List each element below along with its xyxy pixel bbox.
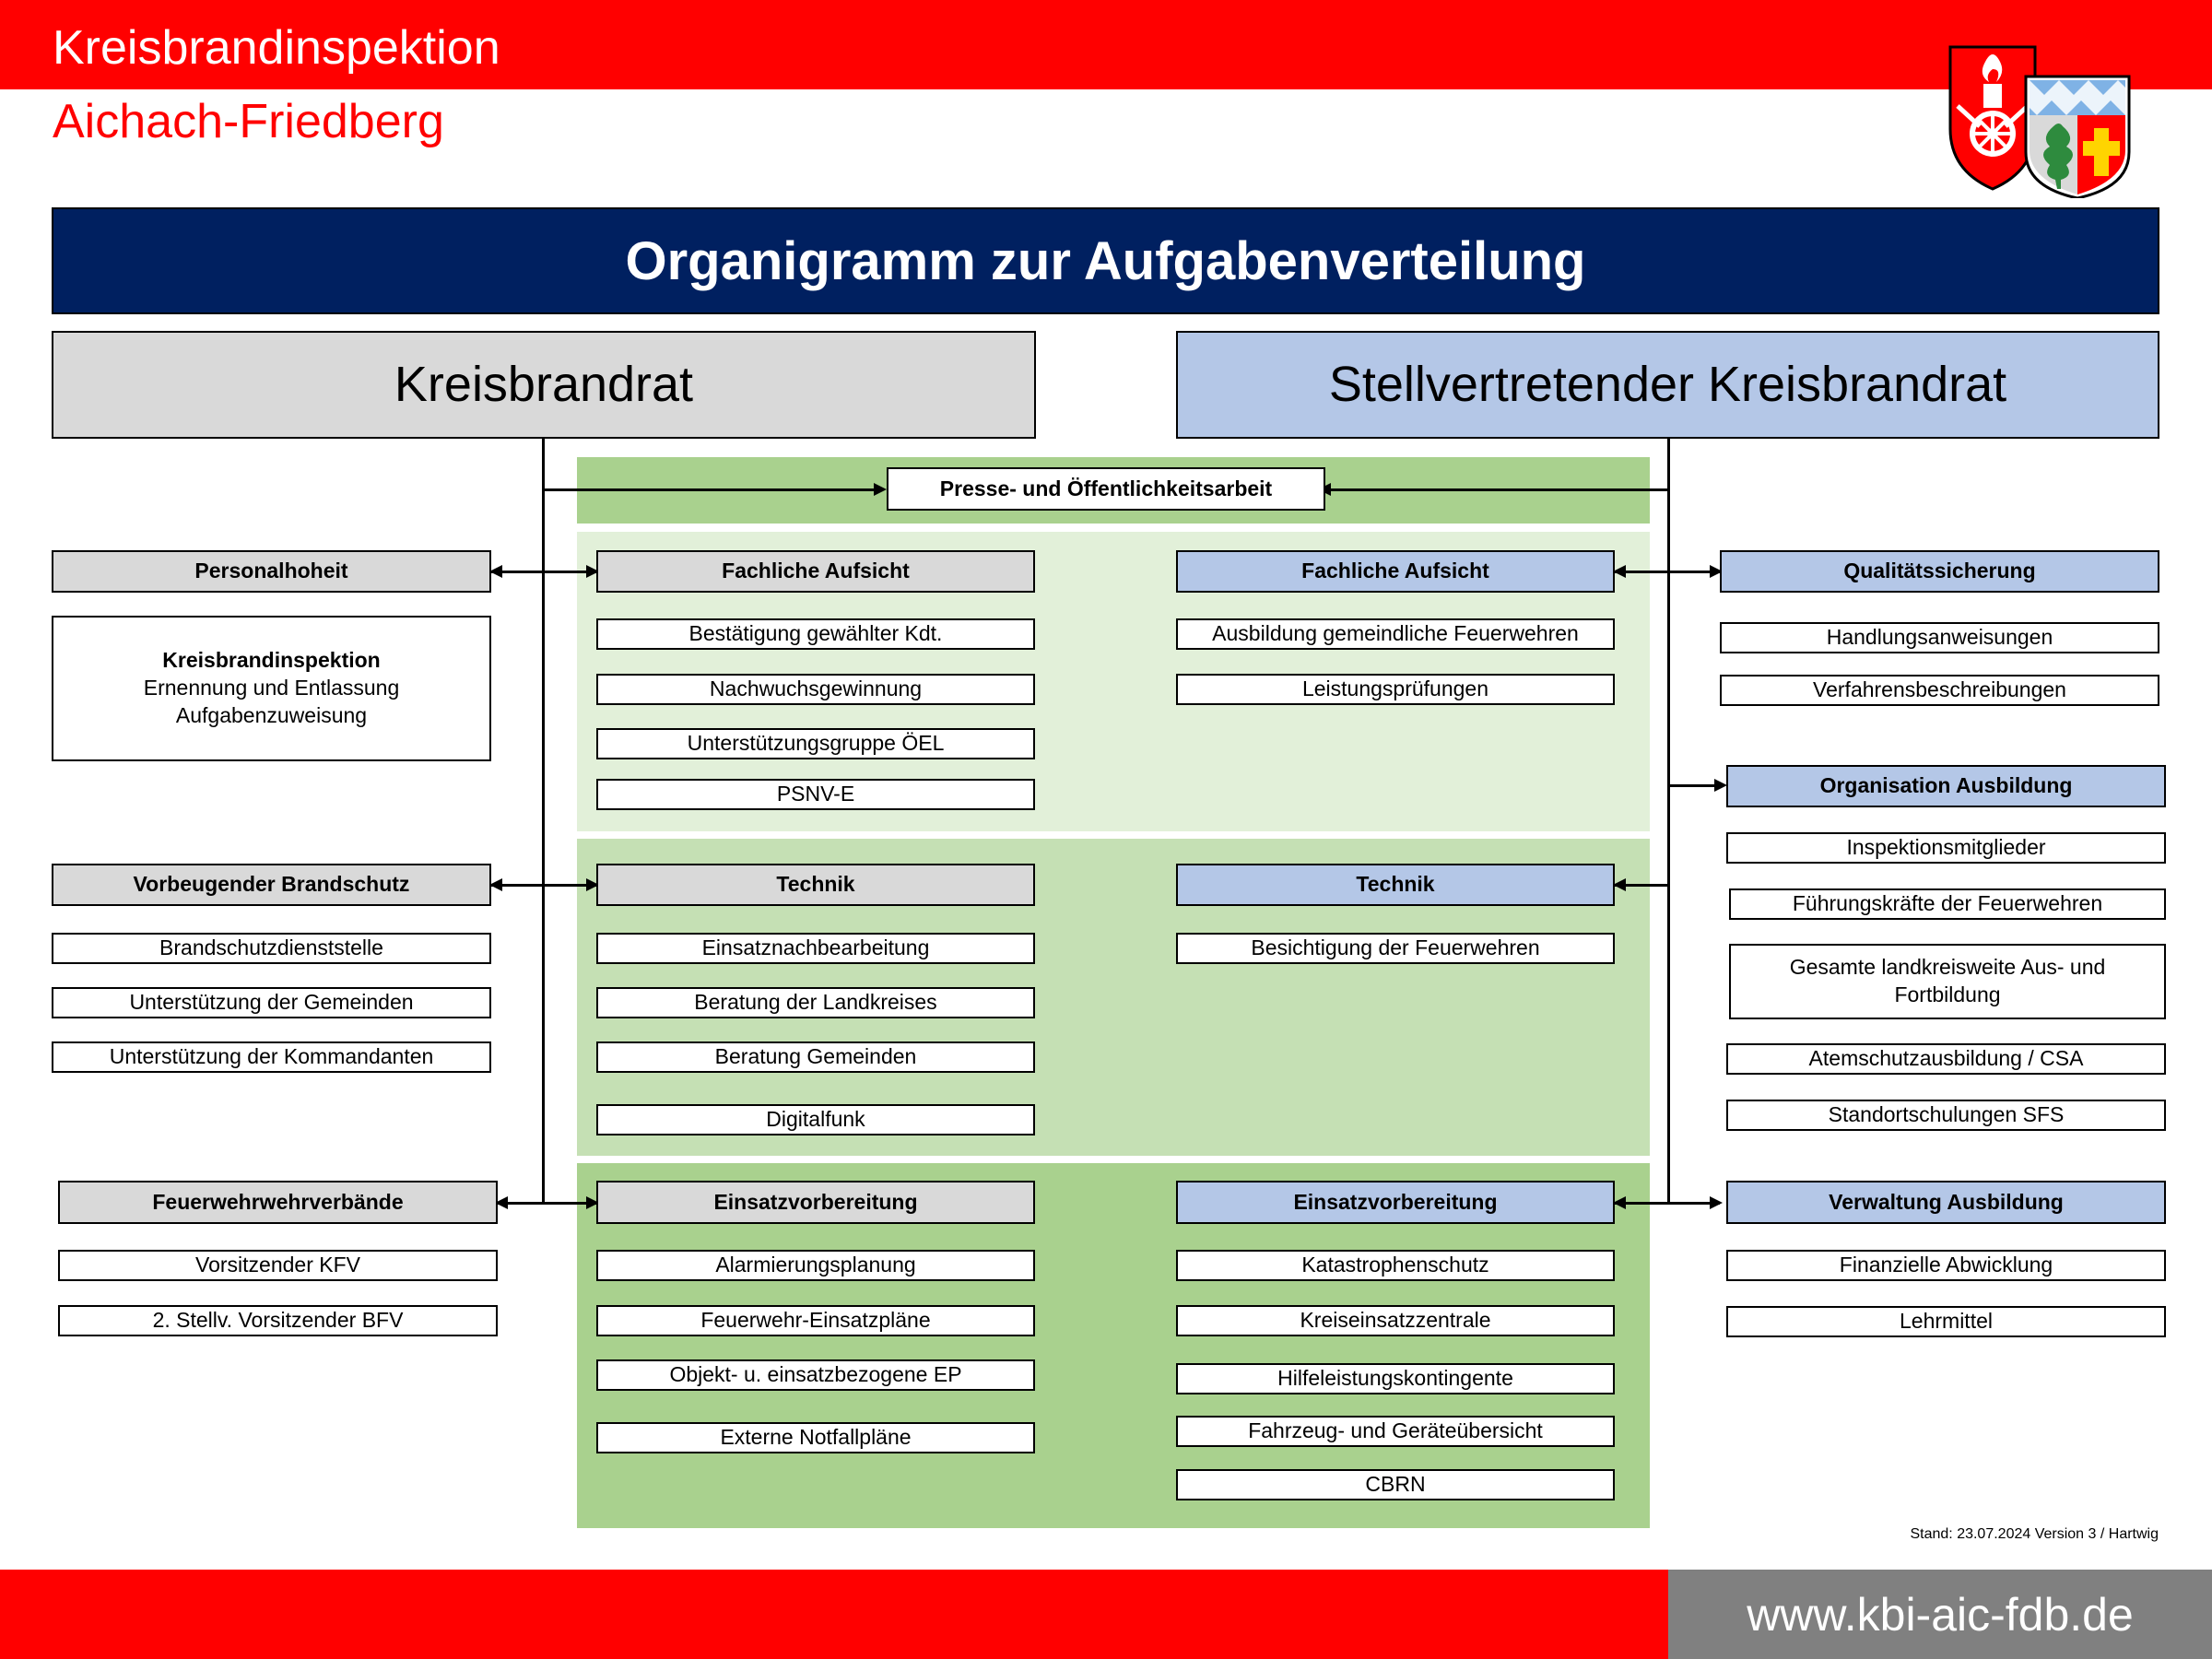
cr-fa-item: Ausbildung gemeindliche Feuerwehren: [1176, 618, 1615, 650]
cl-fa-item: Bestätigung gewählter Kdt.: [596, 618, 1035, 650]
kbi-line1: Ernennung und Entlassung: [143, 676, 400, 700]
vb-item: Brandschutzdienststelle: [52, 933, 491, 964]
verwaltung-ausbildung-header: Verwaltung Ausbildung: [1726, 1181, 2166, 1224]
cr-ev-item: CBRN: [1176, 1469, 1615, 1500]
vb-item: Unterstützung der Gemeinden: [52, 987, 491, 1018]
cl-ev-item: Externe Notfallpläne: [596, 1422, 1035, 1453]
cl-einsatzvorbereitung-header: Einsatzvorbereitung: [596, 1181, 1035, 1224]
qualitaetssicherung-header: Qualitätssicherung: [1720, 550, 2159, 593]
cr-tech-item: Besichtigung der Feuerwehren: [1176, 933, 1615, 964]
cl-tech-item: Beratung Gemeinden: [596, 1041, 1035, 1073]
fv-item: 2. Stellv. Vorsitzender BFV: [58, 1305, 498, 1336]
organisation-ausbildung-header: Organisation Ausbildung: [1726, 765, 2166, 807]
cr-technik-header: Technik: [1176, 864, 1615, 906]
version-stamp: Stand: 23.07.2024 Version 3 / Hartwig: [1910, 1526, 2159, 1542]
kreisbrandinspektion-box: [52, 616, 491, 761]
cl-ev-item: Alarmierungsplanung: [596, 1250, 1035, 1281]
kbi-line2: Aufgabenzuweisung: [175, 702, 368, 727]
role-stellvertretender-kreisbrandrat: Stellvertretender Kreisbrandrat: [1176, 331, 2159, 439]
cr-fachliche-aufsicht-header: Fachliche Aufsicht: [1176, 550, 1615, 593]
cl-tech-item: Beratung der Landkreises: [596, 987, 1035, 1018]
cr-ev-item: Katastrophenschutz: [1176, 1250, 1615, 1281]
vb-item: Unterstützung der Kommandanten: [52, 1041, 491, 1073]
cr-einsatzvorbereitung-header: Einsatzvorbereitung: [1176, 1181, 1615, 1224]
cr-ev-item: Fahrzeug- und Geräteübersicht: [1176, 1416, 1615, 1447]
va-item: Finanzielle Abwicklung: [1726, 1250, 2166, 1281]
cl-tech-item: Einsatznachbearbeitung: [596, 933, 1035, 964]
role-kreisbrandrat: Kreisbrandrat: [52, 331, 1036, 439]
kbi-title: Kreisbrandinspektion: [162, 648, 381, 673]
oa-item: Gesamte landkreisweite Aus- und Fortbildung: [1729, 944, 2166, 1019]
page-title: Organigramm zur Aufgabenverteilung: [52, 207, 2159, 314]
cl-fa-item: PSNV-E: [596, 779, 1035, 810]
presse-box: Presse- und Öffentlichkeitsarbeit: [887, 467, 1325, 511]
va-item: Lehrmittel: [1726, 1306, 2166, 1337]
cl-fa-item: Unterstützungsgruppe ÖEL: [596, 728, 1035, 759]
vorbeugender-brandschutz-header: Vorbeugender Brandschutz: [52, 864, 491, 906]
footer-red-bar: [0, 1570, 1668, 1659]
qs-item: Verfahrensbeschreibungen: [1720, 675, 2159, 706]
feuerwehrverbaende-header: Feuerwehrwehrverbände: [58, 1181, 498, 1224]
cr-ev-item: Hilfeleistungskontingente: [1176, 1363, 1615, 1394]
oa-item: Führungskräfte der Feuerwehren: [1729, 888, 2166, 920]
footer-url[interactable]: www.kbi-aic-fdb.de: [1668, 1570, 2212, 1659]
org-name-line2: Aichach-Friedberg: [53, 95, 444, 148]
cr-fa-item: Leistungsprüfungen: [1176, 674, 1615, 705]
cl-fachliche-aufsicht-header: Fachliche Aufsicht: [596, 550, 1035, 593]
cl-fa-item: Nachwuchsgewinnung: [596, 674, 1035, 705]
oa-item: Inspektionsmitglieder: [1726, 832, 2166, 864]
oa-item: Standortschulungen SFS: [1726, 1100, 2166, 1131]
cl-technik-header: Technik: [596, 864, 1035, 906]
org-name-line1: Kreisbrandinspektion: [53, 21, 500, 75]
cr-ev-item: Kreiseinsatzzentrale: [1176, 1305, 1615, 1336]
oa-item: Atemschutzausbildung / CSA: [1726, 1043, 2166, 1075]
cl-ev-item: Objekt- u. einsatzbezogene EP: [596, 1359, 1035, 1391]
fv-item: Vorsitzender KFV: [58, 1250, 498, 1281]
qs-item: Handlungsanweisungen: [1720, 622, 2159, 653]
cl-ev-item: Feuerwehr-Einsatzpläne: [596, 1305, 1035, 1336]
personalhoheit-header: Personalhoheit: [52, 550, 491, 593]
cl-tech-item: Digitalfunk: [596, 1104, 1035, 1135]
